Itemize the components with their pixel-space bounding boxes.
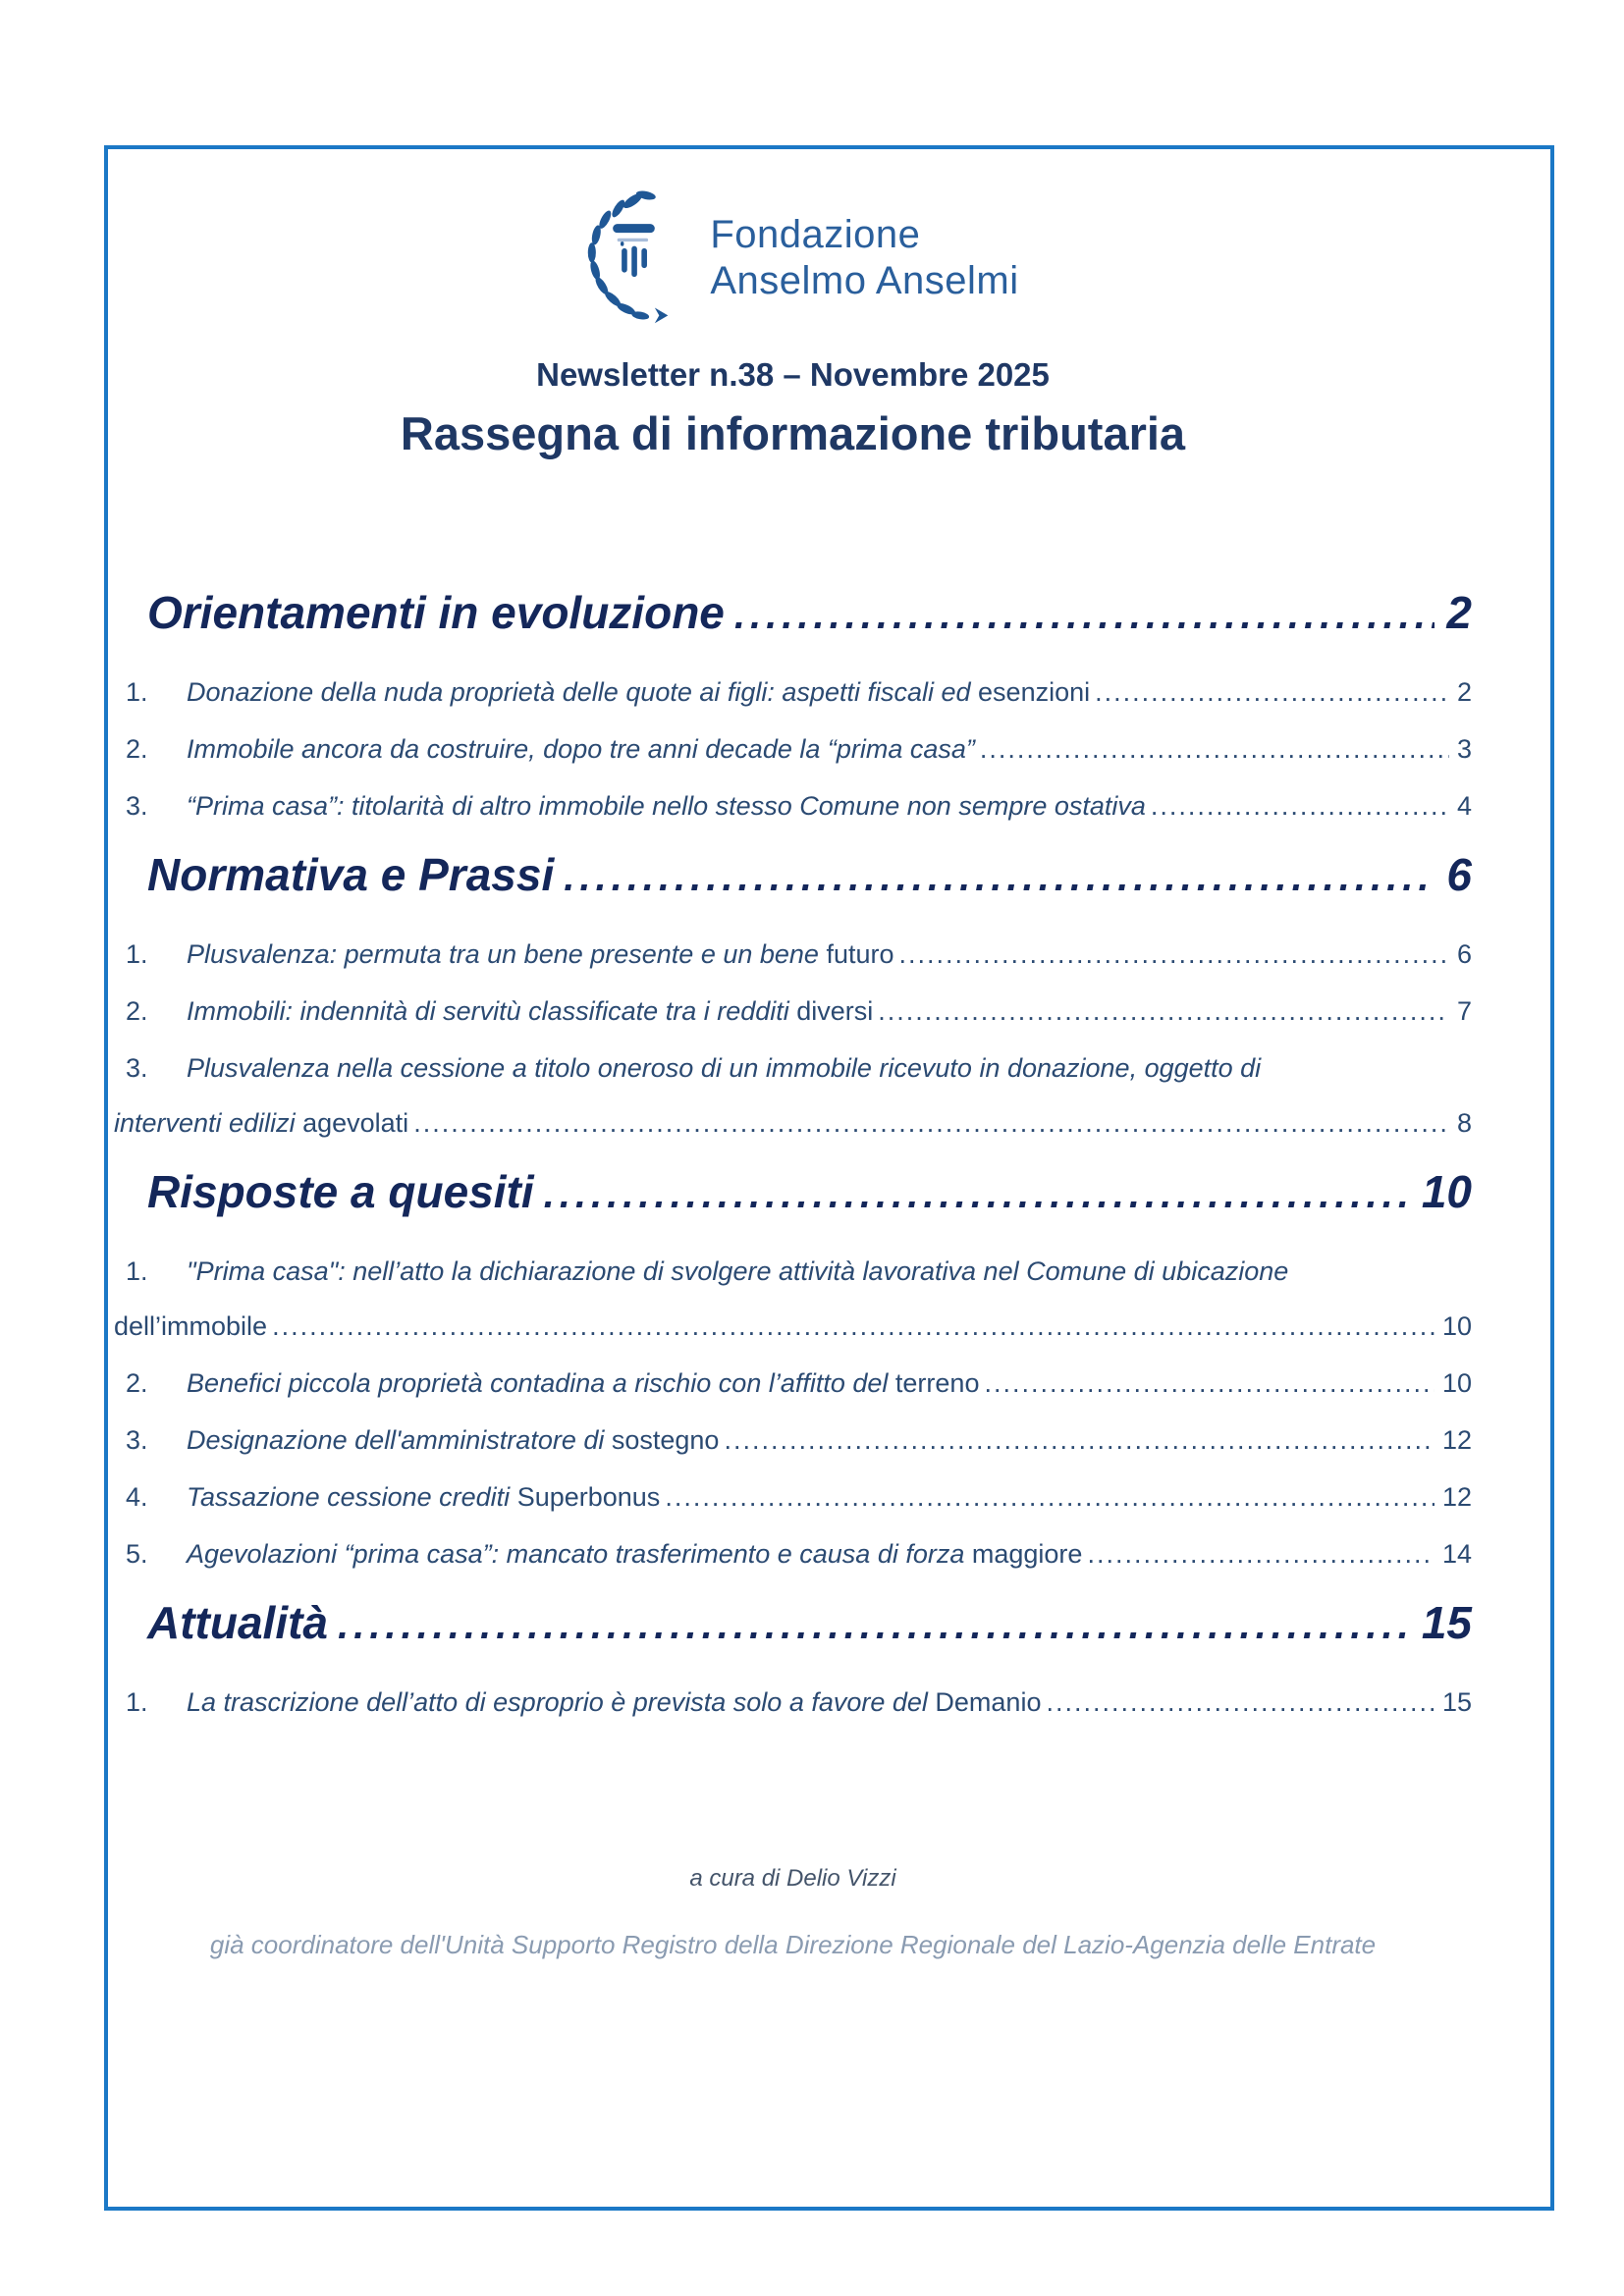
toc-entry-line2 — [114, 1310, 1472, 1342]
toc-section-heading[interactable] — [147, 585, 1472, 643]
toc-entry[interactable] — [114, 733, 1472, 765]
toc-entry[interactable] — [114, 1686, 1472, 1718]
toc-section-entries — [114, 1255, 1472, 1570]
toc-entry-line1 — [114, 1255, 1472, 1287]
toc-section-title: Attualità — [147, 1597, 328, 1648]
toc-entry-label: interventi edilizi agevolati — [114, 1108, 409, 1138]
toc-entry-label: Designazione dell'amministratore di sostegno — [187, 1425, 720, 1455]
toc-entry-number: 5. — [126, 1539, 148, 1569]
footer-curator-line: a cura di Delio Vizzi — [689, 1865, 896, 1892]
toc-section-page-number: 15 — [1421, 1597, 1472, 1648]
toc-entry-number: 2. — [126, 734, 148, 764]
footer-credentials-line: già coordinatore dell'Unità Supporto Registro della Direzione Regionale del Lazio-Agenzia delle Entrate — [209, 1930, 1377, 1959]
toc-entry-line2 — [114, 1107, 1472, 1139]
toc-entry-page-number: 4 — [1456, 791, 1472, 821]
toc-entry[interactable] — [114, 676, 1472, 708]
toc-entry-line1 — [114, 1052, 1472, 1084]
toc-entry-page-number: 8 — [1456, 1108, 1472, 1138]
toc-entry[interactable] — [114, 1052, 1472, 1139]
toc-entry-label: Immobili: indennità di servitù classificate tra i redditi diversi — [187, 996, 874, 1026]
dot-leader — [338, 1595, 1410, 1653]
toc-entry-label: Donazione della nuda proprietà delle quote ai figli: aspetti fiscali ed esenzioni — [187, 677, 1091, 707]
toc-section-entries — [114, 938, 1472, 1139]
dot-leader — [1151, 790, 1449, 822]
toc-entry-number: 1. — [126, 677, 148, 707]
dot-leader — [564, 847, 1435, 905]
toc-entry[interactable] — [114, 1367, 1472, 1399]
toc-entry-label: Agevolazioni “prima casa”: mancato trasferimento e causa di forza maggiore — [187, 1539, 1083, 1569]
toc-entry-label: Immobile ancora da costruire, dopo tre anni decade la “prima casa” — [187, 734, 975, 764]
dot-leader — [980, 733, 1449, 765]
toc-section-title: Normativa e Prassi — [147, 849, 555, 900]
dot-leader — [899, 938, 1449, 970]
page-title: Rassegna di informazione tributaria — [400, 407, 1186, 459]
toc-entry-label: La trascrizione dell’atto di esproprio è prevista solo a favore del Demanio — [187, 1687, 1042, 1717]
dot-leader — [272, 1310, 1435, 1342]
toc-entry-label: "Prima casa": nell’atto la dichiarazione di svolgere attività lavorativa nel Comune di ubicazione — [187, 1256, 1289, 1286]
toc-entry-number: 3. — [126, 1053, 148, 1083]
toc-entry-number: 3. — [126, 791, 148, 821]
dot-leader — [1087, 1538, 1435, 1570]
toc-section-entries — [114, 1686, 1472, 1718]
toc-section-title: Risposte a quesiti — [147, 1166, 534, 1217]
toc-entry-number: 4. — [126, 1482, 148, 1512]
dot-leader — [724, 1424, 1435, 1456]
toc-entry-label: Plusvalenza nella cessione a titolo oneroso di un immobile ricevuto in donazione, oggetto di — [187, 1053, 1262, 1083]
toc-entry-label: Benefici piccola proprietà contadina a rischio con l’affitto del terreno — [187, 1368, 980, 1398]
newsletter-issue-line: Newsletter n.38 – Novembre 2025 — [536, 356, 1050, 393]
toc-entry-label: “Prima casa”: titolarità di altro immobile nello stesso Comune non sempre ostativa — [187, 791, 1146, 821]
page-border — [104, 145, 1554, 2211]
toc-entry[interactable] — [114, 1538, 1472, 1570]
toc-entry[interactable] — [114, 1424, 1472, 1456]
toc-entry-label: Tassazione cessione crediti Superbonus — [187, 1482, 661, 1512]
dot-leader — [1046, 1686, 1434, 1718]
dot-leader — [1095, 676, 1449, 708]
dot-leader — [665, 1481, 1435, 1513]
toc-entry-page-number: 2 — [1456, 677, 1472, 707]
toc-entry-number: 1. — [126, 1256, 148, 1286]
toc-entry-page-number: 10 — [1441, 1311, 1472, 1341]
laurel-column-icon — [567, 187, 692, 330]
toc-entry-number: 2. — [126, 1368, 148, 1398]
toc-entry-number: 3. — [126, 1425, 148, 1455]
dot-leader — [984, 1367, 1434, 1399]
toc-section-heading[interactable] — [147, 1595, 1472, 1653]
toc-entry-page-number: 12 — [1441, 1425, 1472, 1455]
toc-section-entries — [114, 676, 1472, 822]
toc-entry-page-number: 3 — [1456, 734, 1472, 764]
toc-entry[interactable] — [114, 1481, 1472, 1513]
toc-entry-page-number: 6 — [1456, 939, 1472, 969]
toc-section-page-number: 2 — [1446, 587, 1472, 638]
toc-entry[interactable] — [114, 790, 1472, 822]
dot-leader — [734, 585, 1435, 643]
dot-leader — [413, 1107, 1449, 1139]
toc-entry-number: 2. — [126, 996, 148, 1026]
toc-entry-page-number: 7 — [1456, 996, 1472, 1026]
toc-entry-label: dell’immobile — [114, 1311, 268, 1341]
toc-entry-label: Plusvalenza: permuta tra un bene presente e un bene futuro — [187, 939, 894, 969]
toc-entry[interactable] — [114, 995, 1472, 1027]
footer — [114, 1865, 1472, 1960]
dot-leader — [544, 1164, 1410, 1222]
toc-entry[interactable] — [114, 1255, 1472, 1342]
toc-entry-page-number: 12 — [1441, 1482, 1472, 1512]
toc-entry-number: 1. — [126, 1687, 148, 1717]
dot-leader — [878, 995, 1449, 1027]
toc-entry-page-number: 15 — [1441, 1687, 1472, 1717]
toc-entry-number: 1. — [126, 939, 148, 969]
toc-section-heading[interactable] — [147, 847, 1472, 905]
logo — [114, 185, 1472, 332]
toc-entry-page-number: 14 — [1441, 1539, 1472, 1569]
toc-section-title: Orientamenti in evoluzione — [147, 587, 725, 638]
logo-wordmark — [710, 212, 1018, 304]
toc-section-page-number: 10 — [1421, 1166, 1472, 1217]
toc-entry-page-number: 10 — [1441, 1368, 1472, 1398]
table-of-contents — [114, 585, 1472, 1718]
toc-section-heading[interactable] — [147, 1164, 1472, 1222]
logo-text-line2: Anselmo Anselmi — [710, 259, 1019, 302]
logo-text-line1: Fondazione — [710, 212, 921, 256]
toc-entry[interactable] — [114, 938, 1472, 970]
toc-section-page-number: 6 — [1446, 849, 1472, 900]
